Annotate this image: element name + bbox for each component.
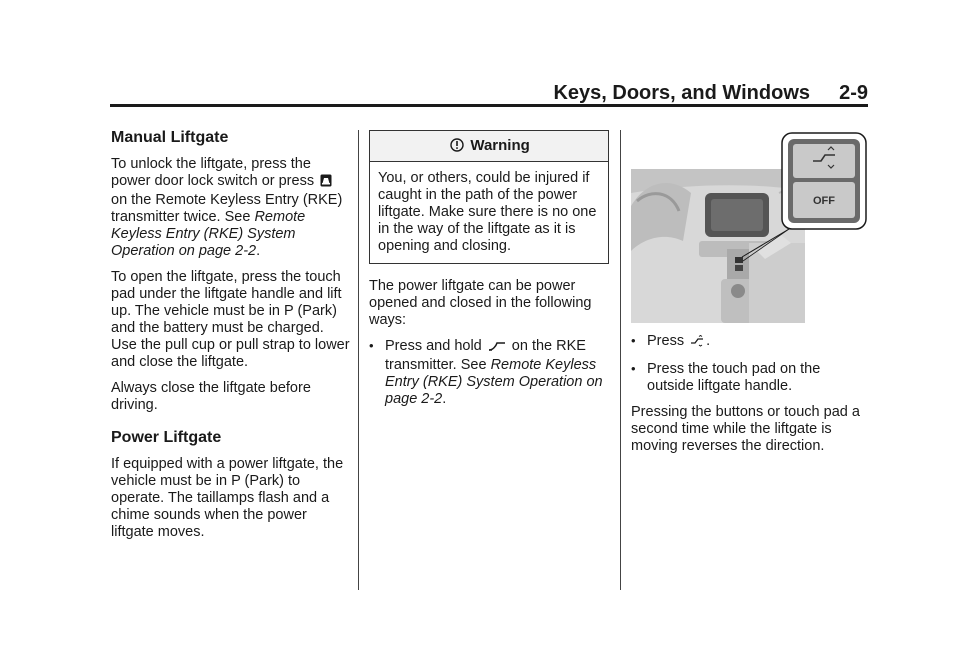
column-2 (369, 130, 609, 417)
bullet-text-a: Press and hold (385, 338, 482, 354)
manual-paragraph-3: Always close the liftgate before driving. (111, 380, 311, 413)
manual-p1-period: . (256, 243, 261, 259)
warning-triangle-icon (450, 138, 464, 156)
reverse-direction-paragraph: Pressing the buttons or touch pad a second time while the liftgate is moving reverses the direction. (631, 404, 860, 454)
section-title: Keys, Doors, and Windows (553, 82, 810, 104)
manual-paragraph-1 (111, 156, 351, 260)
liftgate-switch-icon (690, 335, 704, 352)
warning-text: You, or others, could be injured if caught in the path of the power liftgate. Make sure there is no one in the way of the liftgate as it is opening and closing. (378, 170, 597, 254)
power-modes-intro: The power liftgate can be power opened and closed in the following ways: (369, 278, 592, 328)
switch-off-label: OFF (813, 195, 835, 207)
bullet-period: . (442, 391, 447, 407)
column-divider-1 (358, 130, 359, 590)
list-item (369, 338, 609, 408)
bullet-press-period: . (706, 333, 711, 349)
liftgate-unlock-icon (320, 174, 332, 192)
warning-header (370, 131, 608, 162)
bullet-press-text: Press (647, 333, 685, 349)
liftgate-switch-illustration (631, 131, 868, 323)
liftgate-bullet-list (631, 333, 871, 395)
header-rule (110, 104, 868, 107)
manual-paragraph-2: To open the liftgate, press the touch pad under the liftgate handle and lift up. The vehicle must be in P (Park) and the battery must be charged. Use the pull cup or pull strap to lower and close the liftgate. (111, 269, 350, 370)
list-item: • Press the touch pad on the outside liftgate handle. (631, 361, 871, 395)
list-item (631, 333, 871, 352)
warning-title: Warning (470, 137, 530, 154)
manual-p1-reference[interactable]: Remote Keyless Entry (RKE) System Operation on page 2-2 (111, 209, 306, 259)
power-liftgate-heading: Power Liftgate (111, 429, 222, 446)
power-paragraph-1: If equipped with a power liftgate, the vehicle must be in P (Park) to operate. The taillamps flash and a chime sounds when the power liftgate moves. (111, 456, 344, 540)
column-divider-2 (620, 130, 621, 590)
bullet-text-b: on the RKE transmitter. See (385, 338, 586, 373)
bullet-reference[interactable]: Remote Keyless Entry (RKE) System Operation on page 2-2 (385, 357, 603, 407)
manual-liftgate-heading: Manual Liftgate (111, 129, 229, 146)
rke-liftgate-icon (488, 340, 506, 357)
page-number: 2-9 (839, 82, 868, 104)
manual-p1-text-b: on the Remote Keyless Entry (RKE) transmitter twice. See (111, 192, 343, 225)
column-1 (111, 126, 351, 550)
manual-p1-text-a: To unlock the liftgate, press the power door lock switch or press (111, 156, 315, 189)
rke-bullet-list (369, 338, 609, 408)
warning-box (369, 130, 609, 264)
column-3 (631, 333, 871, 464)
